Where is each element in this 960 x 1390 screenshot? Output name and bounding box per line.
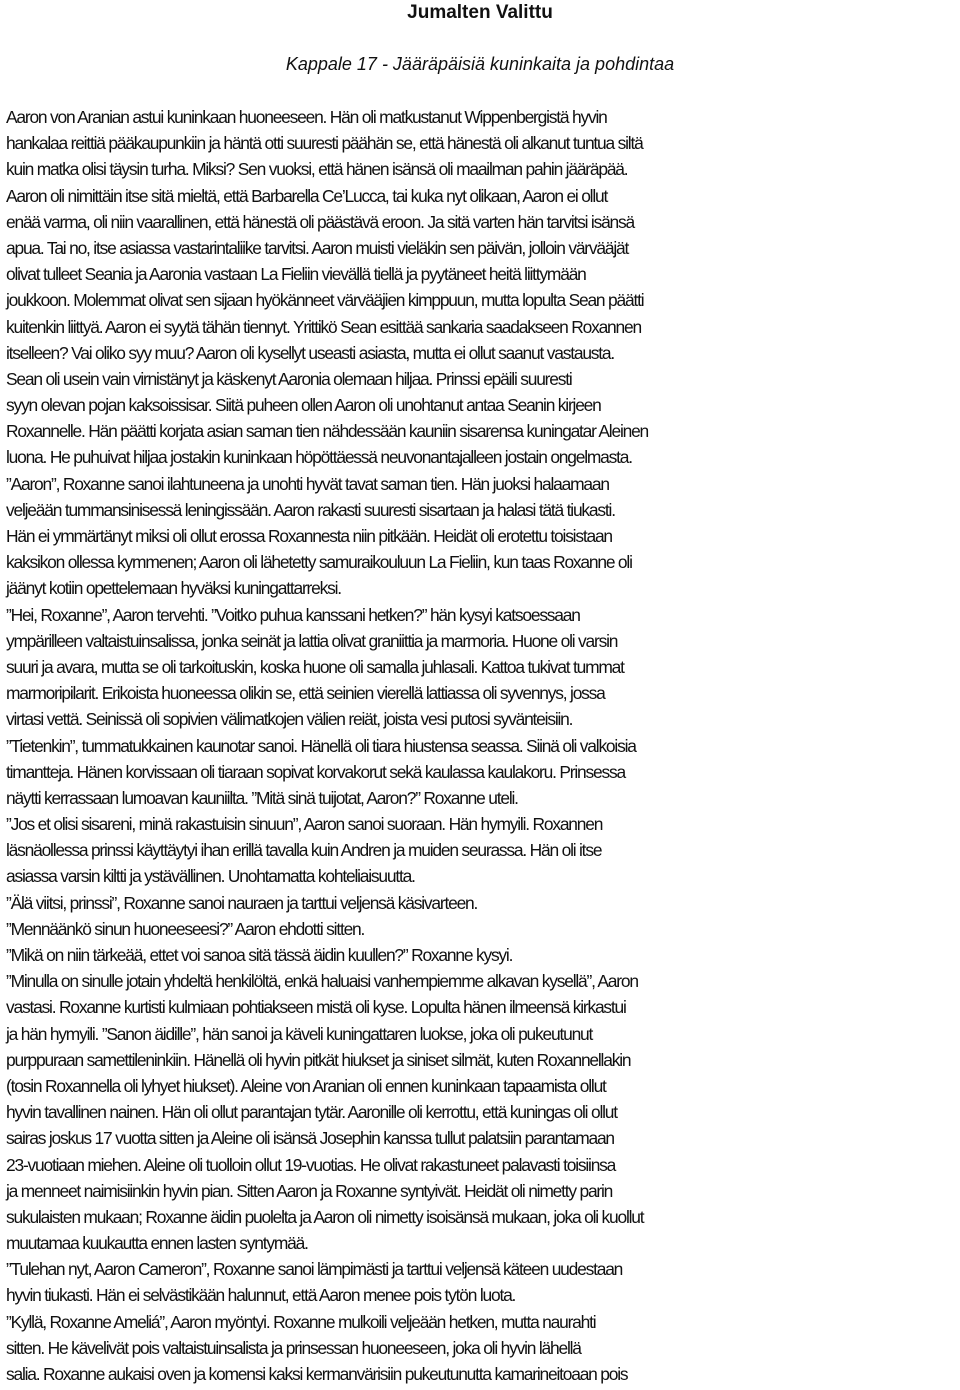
text-line: itselleen? Vai oliko syy muu? Aaron oli kysellyt useasti asiasta, mutta ei ollut saanut vastausta. — [6, 342, 615, 363]
text-line: purppuraan samettileninkiin. Hänellä oli hyvin pitkät hiukset ja siniset silmät, kuten Roxannellakin — [6, 1049, 631, 1070]
text-line: luona. He puhuivat hiljaa jostakin kuninkaan höpöttäessä neuvonantajalleen jostain ongelmasta. — [6, 447, 632, 468]
text-line: ”Tulehan nyt, Aaron Cameron”, Roxanne sanoi lämpimästi ja tarttui veljensä käteen uudestaan — [6, 1259, 623, 1280]
text-line: läsnäollessa prinssi käyttäytyi ihan erillä tavalla kuin Andren ja muiden seurassa. Hän oli itse — [6, 840, 602, 861]
text-line: apua. Tai no, itse asiassa vastarintaliike tarvitsi. Aaron muisti vieläkin sen päivän, jolloin värvääjät — [6, 237, 629, 258]
text-line: kuin matka olisi täysin turha. Miksi? Sen vuoksi, että hänen isänsä oli maailman pahin jääräpää. — [6, 159, 628, 180]
text-line: ”Älä viitsi, prinssi”, Roxanne sanoi nauraen ja tarttui veljensä käsivarteen. — [6, 892, 478, 913]
text-line: timantteja. Hänen korvissaan oli tiaraan sopivat korvakorut sekä kaulassa kaulakoru. Prinsessa — [6, 761, 625, 782]
chapter-heading: Kappale 17 - Jääräpäisiä kuninkaita ja pohdintaa — [285, 54, 675, 74]
text-line: kaksikon ollessa kymmenen; Aaron oli lähetetty samuraikouluun La Fieliin, kun taas Roxanne oli — [6, 552, 632, 573]
text-line: asiassa varsin kiltti ja ystävällinen. Unohtamatta kohteliaisuutta. — [6, 866, 415, 887]
text-line: ympärilleen valtaistuinsalissa, jonka seinät ja lattia olivat graniittia ja marmoria. Huone oli varsin — [6, 630, 618, 651]
text-line: ”Kyllä, Roxanne Ameliá”, Aaron myöntyi. Roxanne mulkoili veljeään hetken, mutta naurahti — [6, 1311, 596, 1332]
text-line: ”Aaron”, Roxanne sanoi ilahtuneena ja unohti hyvät tavat saman tien. Hän juoksi halaamaan — [6, 473, 609, 494]
text-line: hyvin tiukasti. Hän ei selvästikään halunnut, että Aaron menee pois tytön luota. — [6, 1285, 516, 1306]
text-line: vastasi. Roxanne kurtisti kulmiaan pohtiakseen mistä oli kyse. Lopulta hänen ilmeensä kirkastui — [6, 997, 626, 1018]
text-line: näytti kerrassaan lumoavan kauniilta. ”Mitä sinä tuijotat, Aaron?” Roxanne uteli. — [6, 787, 518, 808]
text-line: Sean oli usein vain virnistänyt ja käskenyt Aaronia olemaan hiljaa. Prinssi epäili suuresti — [6, 368, 572, 389]
text-line: enää varma, oli niin vaarallinen, että hänestä oli päästävä eroon. Ja sitä varten hän tarvitsi isänsä — [6, 211, 634, 232]
text-line: Hän ei ymmärtänyt miksi oli ollut erossa Roxannesta niin pitkään. Heidät oli erotettu toisistaan — [6, 526, 612, 546]
document-title: Jumalten Valittu — [407, 2, 553, 23]
text-line: Aaron oli nimittäin itse sitä mieltä, että Barbarella Ce’Lucca, tai kuka nyt olikaan, Aaron ei ollut — [6, 185, 608, 206]
text-line: Aaron von Aranian astui kuninkaan huoneeseen. Hän oli matkustanut Wippenbergistä hyvin — [6, 107, 607, 127]
text-line: hyvin tavallinen nainen. Hän oli ollut parantajan tytär. Aaronille oli kerrottu, että kuningas oli ollut — [6, 1102, 617, 1123]
text-line: sairas joskus 17 vuotta sitten ja Aleine oli isänsä Josephin kanssa tullut palatsiin parantamaan — [6, 1128, 614, 1149]
text-line: ”Jos et olisi sisareni, minä rakastuisin sinuun”, Aaron sanoi suoraan. Hän hymyili. Roxannen — [6, 814, 603, 835]
text-line: Roxannelle. Hän päätti korjata asian saman tien nähdessään kauniin sisarensa kuningatar Aleinen — [6, 421, 649, 442]
text-line: sukulaisten mukaan; Roxanne äidin puolelta ja Aaron oli nimetty isoisänsä mukaan, joka oli kuollut — [6, 1206, 644, 1227]
text-line: veljeään tummansinisessä leningissään. Aaron rakasti suuresti sisartaan ja halasi tätä tiukasti. — [6, 499, 615, 520]
text-line: (tosin Roxannella oli lyhyet hiukset). Aleine von Aranian oli ennen kuninkaan tapaamista ollut — [6, 1075, 606, 1096]
text-line: marmoripilarit. Erikoista huoneessa olikin se, että seinien vierellä lattiassa oli syvennys, jossa — [6, 683, 605, 704]
text-line: salia. Roxanne aukaisi oven ja komensi kaksi kermanvärisiin pukeutunutta kamarineitoaan pois — [6, 1364, 628, 1384]
text-line: muutamaa kuukautta ennen lasten syntymää. — [6, 1233, 308, 1254]
text-line: olivat tulleet Seania ja Aaronia vastaan La Fieliin vievällä tiellä ja pyytäneet heitä liittymään — [6, 264, 586, 285]
text-line: syyn olevan pojan kaksoissisar. Siitä puheen ollen Aaron oli unohtanut antaa Seanin kirjeen — [6, 395, 601, 416]
text-line: ”Tietenkin”, tummatukkainen kaunotar sanoi. Hänellä oli tiara hiustensa seassa. Siinä oli valkoisia — [6, 735, 636, 756]
text-line: joukkoon. Molemmat olivat sen sijaan hyökänneet värvääjien kimppuun, mutta lopulta Sean päätti — [6, 290, 644, 311]
text-line: sitten. He kävelivät pois valtaistuinsalista ja prinsessan huoneeseen, joka oli hyvin lähellä — [6, 1337, 581, 1358]
text-line: ja menneet naimisiinkin hyvin pian. Sitten Aaron ja Roxanne syntyivät. Heidät oli nimetty parin — [6, 1180, 613, 1201]
text-line: suuri ja avara, mutta se oli tarkoituskin, koska huone oli samalla juhlasali. Kattoa tukivat tummat — [6, 656, 624, 677]
text-line: 23-vuotiaan miehen. Aleine oli tuolloin ollut 19-vuotias. He olivat rakastuneet palavasti toisiinsa — [6, 1154, 616, 1175]
text-line: virtasi vettä. Seinissä oli sopivien välimatkojen välien reiät, joista vesi putosi syvänteisiin. — [6, 709, 573, 730]
text-line: ”Hei, Roxanne”, Aaron tervehti. ”Voitko puhua kanssani hetken?” hän kysyi katsoessaan — [6, 604, 580, 625]
text-line: hankalaa reittiä pääkaupunkiin ja häntä otti suuresti päähän se, että hänestä oli alkanut tuntua siltä — [6, 133, 643, 154]
text-line: ja hän hymyili. ”Sanon äidille”, hän sanoi ja käveli kuningattaren luokse, joka oli pukeutunut — [6, 1023, 593, 1044]
text-line: kuitenkin liittyä. Aaron ei syytä tähän tiennyt. Yrittikö Sean esittää sankaria saadakseen Roxannen — [6, 316, 641, 337]
text-line: ”Mikä on niin tärkeää, ettet voi sanoa sitä tässä äidin kuullen?” Roxanne kysyi. — [6, 945, 513, 965]
body-text — [6, 104, 960, 1387]
text-line: jäänyt kotiin opettelemaan hyväksi kuningattarreksi. — [6, 578, 341, 599]
text-line: ”Minulla on sinulle jotain yhdeltä henkilöltä, enkä haluaisi vanhempiemme alkavan kysellä”, Aaron — [6, 971, 638, 992]
text-line: ”Mennäänkö sinun huoneeseesi?” Aaron ehdotti sitten. — [6, 918, 365, 939]
